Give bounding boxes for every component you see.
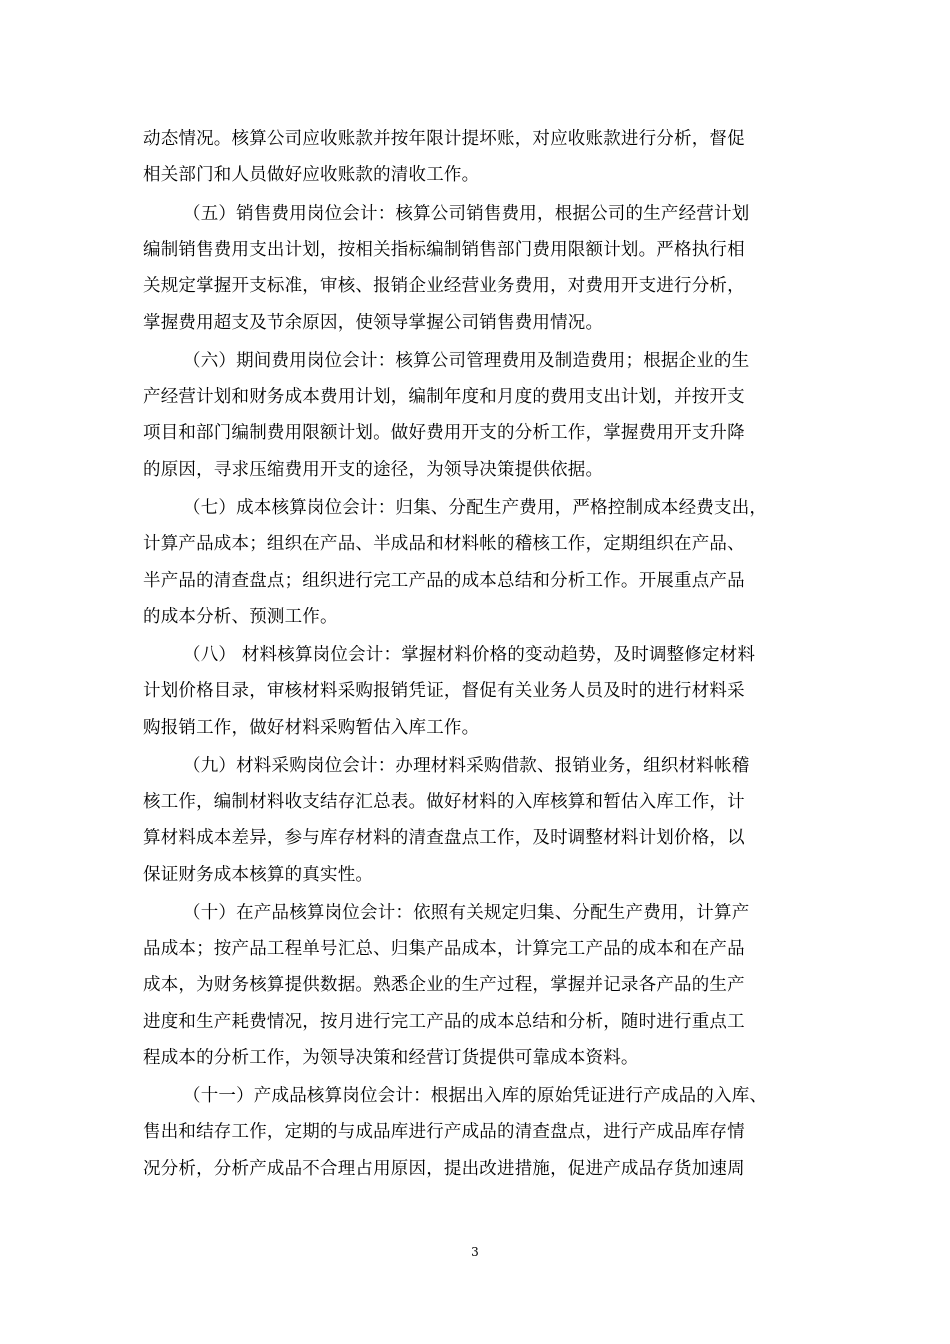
text-line: 动态情况。核算公司应收账款并按年限计提坏账，对应收账款进行分析，督促 [143,129,745,149]
page-number: 3 [471,1245,479,1259]
text-line: （七）成本核算岗位会计：归集、分配生产费用，严格控制成本经费支出， [183,498,768,518]
text-line: 计划价格目录，审核材料采购报销凭证，督促有关业务人员及时的进行材料采 [143,681,745,701]
text-line: 编制销售费用支出计划，按相关指标编制销售部门费用限额计划。严格执行相 [143,240,745,260]
text-line: 的原因，寻求压缩费用开支的途径，为领导决策提供依据。 [143,460,604,480]
text-line: 的成本分析、预测工作。 [143,607,338,627]
text-line: （五）销售费用岗位会计：核算公司销售费用，根据公司的生产经营计划 [183,204,750,224]
text-line: 相关部门和人员做好应收账款的清收工作。 [143,165,480,185]
text-line: 品成本；按产品工程单号汇总、归集产品成本，计算完工产品的成本和在产品 [143,939,745,959]
text-line: （十一）产成品核算岗位会计：根据出入库的原始凭证进行产成品的入库、 [183,1086,768,1106]
text-line: 关规定掌握开支标准，审核、报销企业经营业务费用，对费用开支进行分析， [143,276,745,296]
text-line: 项目和部门编制费用限额计划。做好费用开支的分析工作，掌握费用开支升降 [143,423,745,443]
text-line: 产经营计划和财务成本费用计划，编制年度和月度的费用支出计划，并按开支 [143,387,745,407]
text-line: 保证财务成本核算的真实性。 [143,865,374,885]
text-line: 核工作，编制材料收支结存汇总表。做好材料的入库核算和暂估入库工作，计 [143,792,745,812]
text-line: （八） 材料核算岗位会计：掌握材料价格的变动趋势，及时调整修定材料 [183,645,756,665]
text-line: （九）材料采购岗位会计：办理材料采购借款、报销业务，组织材料帐稽 [183,756,750,776]
text-line: 售出和结存工作，定期的与成品库进行产成品的清查盘点，进行产成品库存情 [143,1122,745,1142]
text-line: 掌握费用超支及节余原因，使领导掌握公司销售费用情况。 [143,313,604,333]
text-line: 程成本的分析工作，为领导决策和经营订货提供可靠成本资料。 [143,1048,639,1068]
text-line: 成本，为财务核算提供数据。熟悉企业的生产过程，掌握并记录各产品的生产 [143,975,745,995]
text-line: 进度和生产耗费情况，按月进行完工产品的成本总结和分析，随时进行重点工 [143,1012,745,1032]
text-line: （六）期间费用岗位会计：核算公司管理费用及制造费用；根据企业的生 [183,351,750,371]
text-line: 购报销工作，做好材料采购暂估入库工作。 [143,718,480,738]
text-line: （十）在产品核算岗位会计：依照有关规定归集、分配生产费用，计算产 [183,903,750,923]
text-line: 算材料成本差异，参与库存材料的清查盘点工作，及时调整材料计划价格，以 [143,828,745,848]
text-line: 半产品的清查盘点；组织进行完工产品的成本总结和分析工作。开展重点产品 [143,571,745,591]
text-line: 计算产品成本；组织在产品、半成品和材料帐的稽核工作，定期组织在产品、 [143,534,745,554]
text-line: 况分析，分析产成品不合理占用原因，提出改进措施，促进产成品存货加速周 [143,1159,745,1179]
